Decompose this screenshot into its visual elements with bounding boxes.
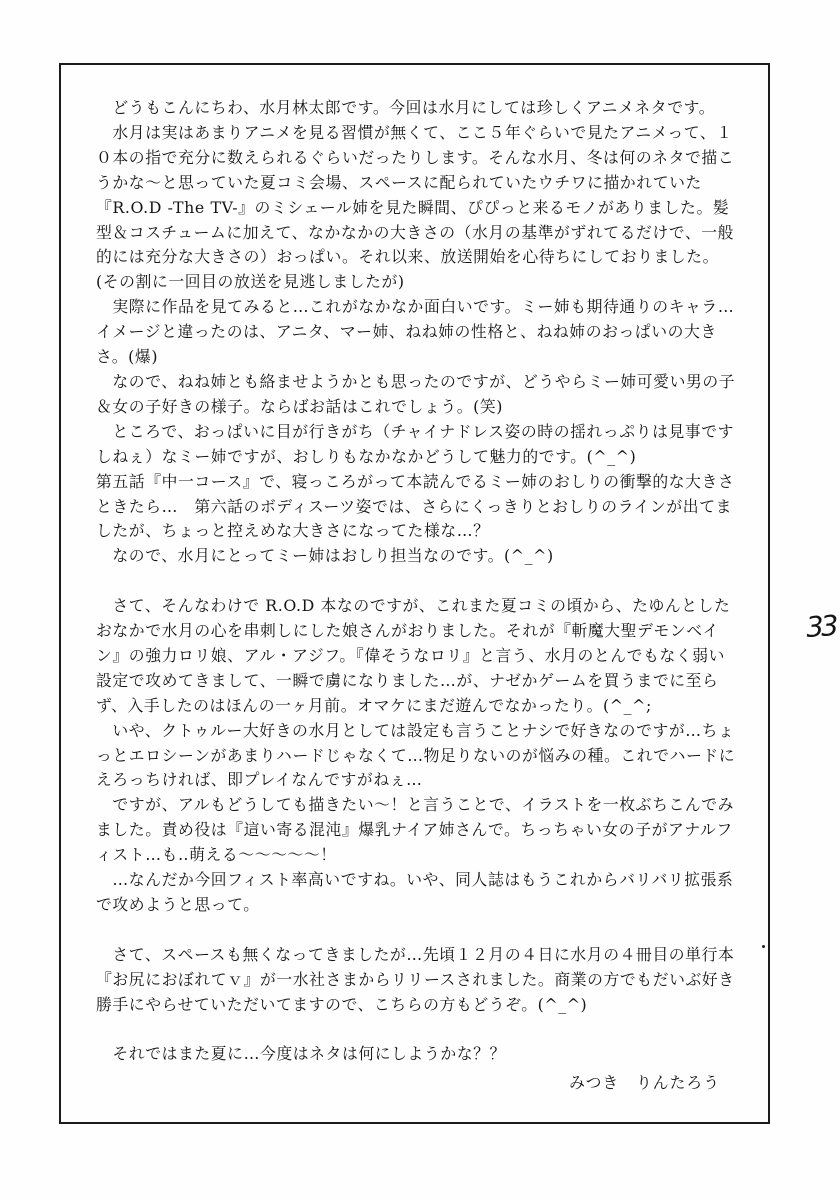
paragraph-gap <box>96 1018 736 1043</box>
afterword-text <box>96 96 736 1067</box>
paragraph: さて、スペースも無くなってきましたが…先頃１２月の４日に水月の４冊目の単行本『お尻におぼれてｖ』が一水社さまからリリースされました。商業の方でもだいぶ好き勝手にやらせていただいてますので、こちらの方もどうぞ。(^_^) <box>96 944 735 1014</box>
paragraph-gap <box>96 569 736 594</box>
paragraph: それではまた夏に…今度はネタは何にしようかな？？ <box>96 1044 506 1064</box>
paragraph: どうもこんにちわ、水月林太郎です。今回は水月にしては珍しくアニメネタです。 <box>96 98 716 117</box>
paragraph: …なんだか今回フィスト率高いですね。いや、同人誌はもうこれからバリバリ拡張系で攻めようと思って。 <box>96 870 734 914</box>
paragraph: いや、クトゥルー大好きの水月としては設定も言うことナシで好きなのですが…ちょっとエロシーンがあまりハードじゃなくて…物足りないのが悩みの種。これでハードにえろっちければ、即プレイなんですがねぇ… <box>96 720 736 790</box>
stray-dot <box>762 945 765 948</box>
paragraph: なので、水月にとってミー姉はおしり担当なのです。(^_^) <box>96 546 554 566</box>
paragraph: ですが、アルもどうしても描きたい〜！と言うことで、イラストを一枚ぶちこんでみました。責め役は『這い寄る混沌』爆乳ナイア姉さんで。ちっちゃい女の子がアナルフィスト…も‥萌える〜〜〜〜〜！ <box>96 795 735 865</box>
paragraph: 第五話『中一コース』で、寝っころがって本読んでるミー姉のおしりの衝撃的な大きさときたら… 第六話のボディスーツ姿では、さらにくっきりとおしりのラインが出てましたが、ちょっと控えめな大きさになってた様な…？ <box>96 471 735 541</box>
paragraph: ところで、おっぱいに目が行きがち（チャイナドレス姿の時の揺れっぷりは見事ですしねぇ）なミー姉ですが、おしりもなかなかどうして魅力的です。(^_^) <box>96 421 735 466</box>
paragraph: 実際に作品を見てみると…これがなかなか面白いです。ミー姉も期待通りのキャラ…イメージと違ったのは、アニタ、マー姉、ねね姉の性格と、ねね姉のおっぱいの大きさ。(爆) <box>96 297 735 367</box>
paragraph: 水月は実はあまりアニメを見る習慣が無くて、ここ５年ぐらいで見たアニメって、１０本の指で充分に数えられるぐらいだったりします。そんな水月、冬は何のネタで描こうかな〜と思っていた夏コミ会場、スペースに配られていたウチワに描かれていた『R.O.D -The TV-』のミシェール姉を見た瞬間、ぴぴっと来るモノがありました。髪型＆コスチュームに加えて、なかなかの大きさの（水月の基準がずれてるだけで、一般的には充分な大きさの）おっぱい。それ以来、放送開始を心待ちにしておりました。(その割に一回目の放送を見逃しましたが) <box>96 122 735 292</box>
page-number: 33 <box>804 609 837 644</box>
paragraph: なので、ねね姉とも絡ませようかとも思ったのですが、どうやらミー姉可愛い男の子＆女の子好きの様子。ならばお話はこれでしょう。(笑) <box>96 371 736 416</box>
author-signature: みつき りんたろう <box>569 1073 720 1092</box>
paragraph: さて、そんなわけで R.O.D 本なのですが、これまた夏コミの頃から、たゆんとしたおなかで水月の心を串刺しにした娘さんがおりました。それが『斬魔大聖デモンベイン』の強力ロリ娘、アル・アジフ。『偉そうなロリ』と言う、水月のとんでもなく弱い設定で攻めてきまして、一瞬で虜になりました…が、ナゼかゲームを買うまでに至らず、入手したのはほんの一ヶ月前。オマケにまだ遊んでなかったり。(^_^; <box>96 596 731 715</box>
paragraph-gap <box>96 918 736 943</box>
